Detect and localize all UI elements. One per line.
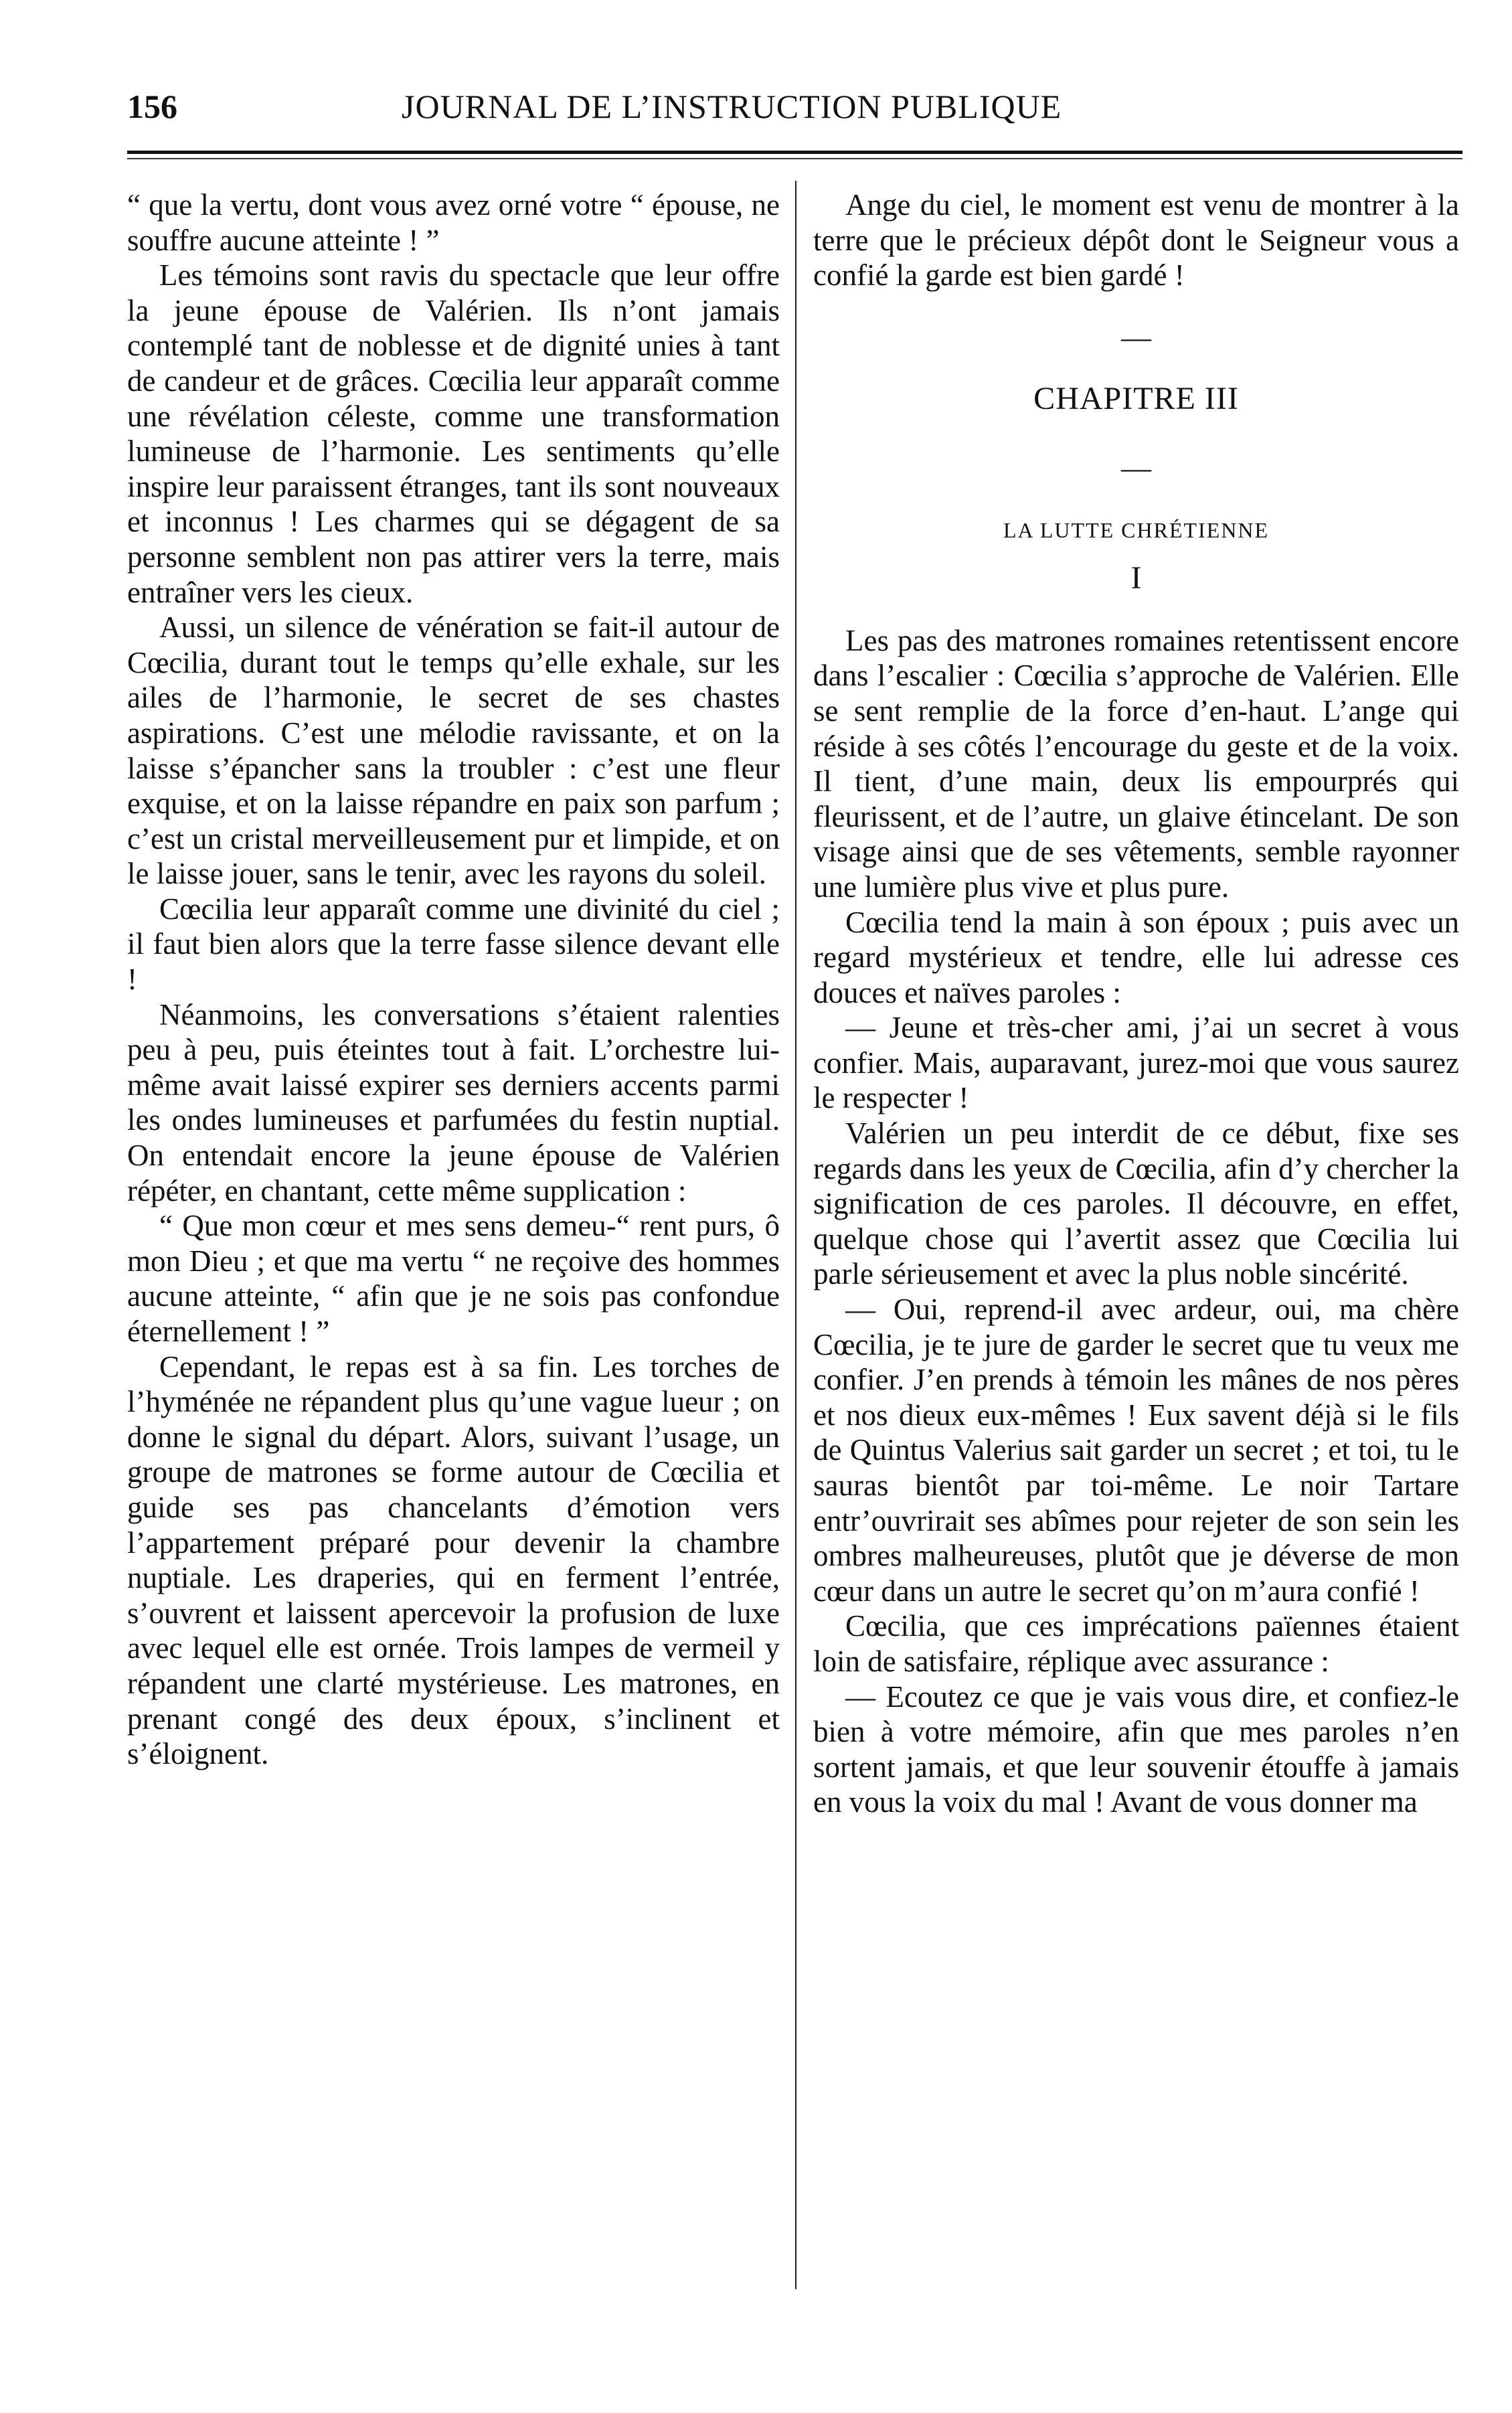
paragraph: — Jeune et très-cher ami, j’ai un secret à vous confier. Mais, auparavant, jurez-moi que vous saurez le respecter ! [813,1011,1459,1115]
paragraph: Néanmoins, les conversations s’étaient ralenties peu à peu, puis éteintes tout à fait. L’orchestre lui-même avait laissé expirer ses derniers accents parmi les ondes lumineuses et parfumées du festin nuptial. On entendait encore la jeune épouse de Valérien répéter, en chantant, cette même supplication : [127,997,780,1208]
page-number: 156 [127,88,177,125]
paragraph: Valérien un peu interdit de ce début, fixe ses regards dans les yeux de Cœcilia, afin d’y chercher la signification de ces paroles. Il découvre, en effet, quelque chose qui l’avertit assez que Cœcilia lui parle sérieusement et avec la plus noble sincérité. [813,1116,1459,1291]
paragraph: Cœcilia, que ces imprécations païennes étaient loin de satisfaire, réplique avec assurance : [813,1609,1459,1678]
page-header [127,87,1459,141]
header-rule-thin [127,158,1462,159]
left-column [127,187,780,1772]
paragraph: Aussi, un silence de vénération se fait-il autour de Cœcilia, durant tout le temps qu’elle exhale, sur les ailes de l’harmonie, le secret de ses chastes aspirations. C’est une mélodie ravissante, et on la laisse s’épancher sans la troubler : c’est une fleur exquise, et on la laisse répandre en paix son parfum ; c’est un cristal merveilleusement pur et limpide, et on le laisse jouer, sans le tenir, avec les rayons du soleil. [127,610,780,891]
column-divider [795,181,796,2289]
paragraph: — Oui, reprend-il avec ardeur, oui, ma chère Cœcilia, je te jure de garder le secret que tu veux me confier. J’en prends à témoin les mânes de nos pères et nos dieux eux-mêmes ! Eux savent déjà si le fils de Quintus Valerius sait garder un secret ; et toi, tu le sauras bientôt par toi-même. Le noir Tartare entr’ouvrirait ses abîmes pour rejeter de son sein les ombres malheureuses, plutôt que je déverse de mon cœur dans un autre le secret qu’on m’aura confié ! [813,1293,1459,1608]
paragraph: Ange du ciel, le moment est venu de montrer à la terre que le précieux dépôt dont le Seigneur vous a confié la garde est bien gardé ! [813,188,1459,293]
paragraph: Les pas des matrones romaines retentissent encore dans l’escalier : Cœcilia s’approche de Valérien. Elle se sent remplie de la force d’en-haut. L’ange qui réside à ses côtés l’encourage du geste et de la voix. Il tient, d’une main, deux lis empourprés qui fleurissent, et de l’autre, un glaive étincelant. De son visage ainsi que de ses vêtements, semble rayonner une lumière plus vive et plus pure. [813,623,1459,904]
paragraph: Cependant, le repas est à sa fin. Les torches de l’hyménée ne répandent plus qu’une vague lueur ; on donne le signal du départ. Alors, suivant l’usage, un groupe de matrones se forme autour de Cœcilia et guide ses pas chancelants d’émotion vers l’appartement préparé pour devenir la chambre nuptiale. Les draperies, qui en ferment l’entrée, s’ouvrent et laissent apercevoir la profusion de luxe avec lequel elle est ornée. Trois lampes de vermeil y répandent une clarté mystérieuse. Les matrones, en prenant congé des deux époux, s’inclinent et s’éloignent. [127,1349,780,1771]
chapter-subtitle: LA LUTTE CHRÉTIENNE [1003,517,1270,542]
paragraph: Cœcilia tend la main à son époux ; puis avec un regard mystérieux et tendre, elle lui adresse ces douces et naïves paroles : [813,905,1459,1009]
header-rule [127,151,1462,154]
paragraph: Cœcilia leur apparaît comme une divinité du ciel ; il faut bien alors que la terre fasse silence devant elle ! [127,892,780,997]
journal-title: JOURNAL DE L’INSTRUCTION PUBLIQUE [402,88,1062,125]
separator-dash: — [1121,320,1151,354]
chapter-heading: CHAPITRE III [1033,381,1239,417]
section-number: I [1130,560,1142,596]
paragraph: Les témoins sont ravis du spectacle que leur offre la jeune épouse de Valérien. Ils n’ont jamais contemplé tant de noblesse et de dignité unies à tant de candeur et de grâces. Cœcilia leur apparaît comme une révélation céleste, comme une transformation lumineuse de l’harmonie. Les sentiments qu’elle inspire leur paraissent étranges, tant ils sont nouveaux et inconnus ! Les charmes qui se dégagent de sa personne semblent non pas attirer vers la terre, mais entraîner vers les cieux. [127,258,780,609]
separator-dash: — [1121,450,1151,485]
paragraph: — Ecoutez ce que je vais vous dire, et confiez-le bien à votre mémoire, afin que mes paroles n’en sortent jamais, et que leur souvenir étouffe à jamais en vous la voix du mal ! Avant de vous donner ma [813,1679,1459,1819]
right-column [813,187,1459,1820]
paragraph: “ que la vertu, dont vous avez orné votre “ épouse, ne souffre aucune atteinte ! ” [127,188,780,257]
quoted-supplication: “ Que mon cœur et mes sens demeu-“ rent purs, ô mon Dieu ; et que ma vertu “ ne reçoive des hommes aucune atteinte, “ afin que je ne sois pas confondue éternellement ! ” [127,1209,780,1348]
